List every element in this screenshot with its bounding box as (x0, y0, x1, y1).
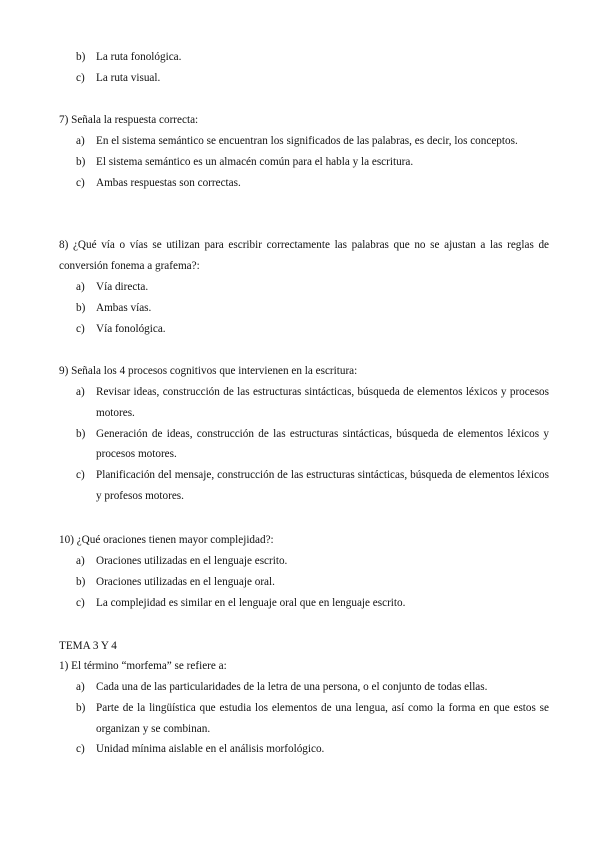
option-text: La ruta fonológica. (96, 51, 182, 63)
option-text: El sistema semántico es un almacén común para el habla y la escritura. (96, 155, 414, 168)
option-c (59, 173, 549, 194)
option-text: Oraciones utilizadas en el lenguaje oral. (96, 575, 275, 588)
option-letter: a) (76, 681, 85, 693)
option-letter: c) (76, 596, 85, 609)
option-c (59, 593, 549, 614)
option-b (59, 298, 549, 319)
question-10 (59, 530, 549, 613)
option-a (59, 131, 549, 152)
option-c (59, 319, 549, 340)
option-a (59, 382, 549, 424)
option-letter: c) (76, 176, 85, 189)
option-b (59, 47, 549, 68)
option-letter: c) (76, 322, 85, 335)
option-text: Unidad mínima aislable en el análisis morfológico. (96, 743, 325, 756)
question-9 (59, 361, 549, 507)
option-text: La ruta visual. (96, 71, 161, 84)
option-a (59, 277, 549, 298)
option-text: Planificación del mensaje, construcción de las estructuras sintácticas, búsqueda de elementos léxicos y profesos motores. (96, 469, 549, 502)
option-b (59, 572, 549, 593)
option-letter: b) (76, 301, 86, 314)
question-1 (59, 656, 549, 760)
option-letter: b) (76, 427, 86, 440)
option-c (59, 739, 549, 760)
option-a (59, 677, 549, 698)
option-text: Revisar ideas, construcción de las estructuras sintácticas, búsqueda de elementos léxicos y procesos motores. (96, 386, 549, 419)
question-text: 8) ¿Qué vía o vías se utilizan para escribir correctamente las palabras que no se ajustan a las reglas de conversión fonema a grafema?: (59, 239, 549, 272)
option-b (59, 424, 549, 466)
question-8 (59, 235, 549, 339)
option-letter: b) (76, 575, 86, 588)
option-letter: a) (76, 135, 85, 147)
question-7 (59, 110, 549, 193)
section-title: TEMA 3 Y 4 (59, 640, 117, 652)
question-text: 9) Señala los 4 procesos cognitivos que intervienen en la escritura: (59, 365, 358, 377)
option-b (59, 152, 549, 173)
option-text: En el sistema semántico se encuentran los significados de las palabras, es decir, los conceptos. (96, 135, 518, 147)
question-text: 7) Señala la respuesta correcta: (59, 114, 199, 126)
question-text: 1) El término “morfema” se refiere a: (59, 660, 227, 672)
option-letter: a) (76, 386, 85, 398)
option-letter: c) (76, 743, 85, 756)
option-letter: b) (76, 701, 86, 714)
option-c (59, 465, 549, 507)
option-letter: b) (76, 155, 86, 168)
option-text: Ambas vías. (96, 301, 152, 314)
option-text: Ambas respuestas son correctas. (96, 176, 241, 189)
option-a (59, 551, 549, 572)
option-letter: a) (76, 281, 85, 293)
question-text: 10) ¿Qué oraciones tienen mayor complejidad?: (59, 534, 274, 546)
option-letter: a) (76, 555, 85, 567)
option-text: La complejidad es similar en el lenguaje oral que en lenguaje escrito. (96, 596, 406, 609)
previous-question-options (59, 47, 549, 89)
option-text: Oraciones utilizadas en el lenguaje escrito. (96, 555, 288, 567)
option-letter: b) (76, 51, 86, 63)
option-text: Vía directa. (96, 281, 149, 293)
option-b (59, 698, 549, 740)
option-text: Parte de la lingüística que estudia los elementos de una lengua, así como la forma en que estos se organizan y se combinan. (96, 701, 549, 735)
option-letter: c) (76, 469, 85, 482)
option-text: Cada una de las particularidades de la letra de una persona, o el conjunto de todas ellas. (96, 681, 488, 693)
option-text: Vía fonológica. (96, 322, 166, 335)
option-text: Generación de ideas, construcción de las estructuras sintácticas, búsqueda de elementos léxicos y procesos motores. (96, 427, 549, 461)
option-c (59, 68, 549, 89)
section-heading (59, 636, 549, 656)
option-letter: c) (76, 71, 85, 84)
